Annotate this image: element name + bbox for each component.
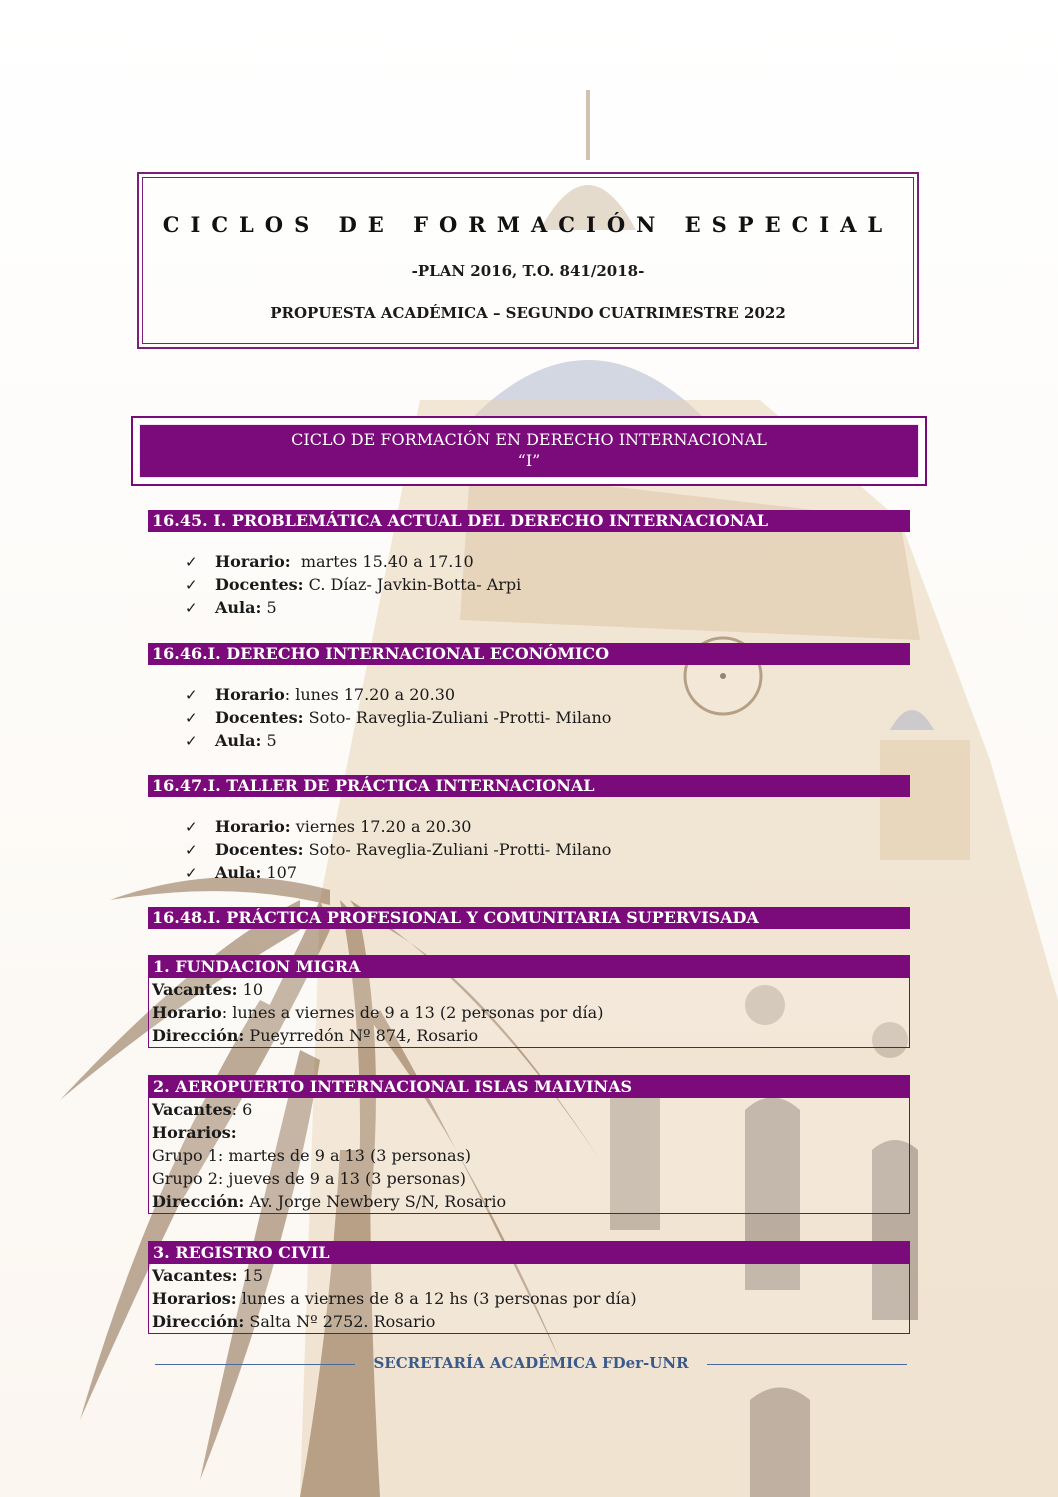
check-icon: ✓ <box>185 553 198 571</box>
check-icon: ✓ <box>185 841 198 859</box>
plan-subtitle: -PLAN 2016, T.O. 841/2018- <box>411 262 645 280</box>
place-title: 2. AEROPUERTO INTERNACIONAL ISLAS MALVINAS <box>149 1076 909 1098</box>
check-icon: ✓ <box>185 864 198 882</box>
list-item: ✓ Docentes: Soto- Raveglia-Zuliani -Protti- Milano <box>185 838 611 861</box>
list-item: ✓ Aula: 107 <box>185 861 611 884</box>
place-title: 1. FUNDACION MIGRA <box>149 956 909 978</box>
schedule: Horario: lunes a viernes de 9 a 13 (2 personas por día) <box>152 1003 604 1022</box>
list-item: ✓ Aula: 5 <box>185 729 611 752</box>
check-icon: ✓ <box>185 732 198 750</box>
check-icon: ✓ <box>185 599 198 617</box>
course-details <box>185 550 521 619</box>
cycle-code: “I” <box>517 451 541 470</box>
group-schedule: Grupo 1: martes de 9 a 13 (3 personas) <box>152 1146 472 1165</box>
check-icon: ✓ <box>185 818 198 836</box>
schedule-label: Horarios: <box>152 1123 237 1142</box>
place-title: 3. REGISTRO CIVIL <box>149 1242 909 1264</box>
list-item: ✓ Aula: 5 <box>185 596 521 619</box>
list-item: ✓ Docentes: Soto- Raveglia-Zuliani -Protti- Milano <box>185 706 611 729</box>
footer <box>155 1354 907 1374</box>
list-item: ✓ Horario: viernes 17.20 a 20.30 <box>185 815 611 838</box>
check-icon: ✓ <box>185 576 198 594</box>
header-box <box>137 172 919 349</box>
practice-place <box>148 1241 910 1334</box>
list-item: ✓ Horario: lunes 17.20 a 20.30 <box>185 683 611 706</box>
course-title: 16.45. I. PROBLEMÁTICA ACTUAL DEL DERECHO INTERNACIONAL <box>148 510 910 532</box>
group-schedule: Grupo 2: jueves de 9 a 13 (3 personas) <box>152 1169 467 1188</box>
practice-place <box>148 955 910 1048</box>
cycle-banner <box>131 416 927 486</box>
schedule: Horarios: lunes a viernes de 8 a 12 hs (3 personas por día) <box>152 1289 637 1308</box>
course-title: 16.47.I. TALLER DE PRÁCTICA INTERNACIONAL <box>148 775 910 797</box>
vacancies: Vacantes: 6 <box>152 1100 253 1119</box>
vacancies: Vacantes: 15 <box>152 1266 263 1285</box>
address: Dirección: Av. Jorge Newbery S/N, Rosario <box>152 1192 507 1211</box>
cycle-title: CICLO DE FORMACIÓN EN DERECHO INTERNACIONAL <box>291 430 767 449</box>
course-details <box>185 815 611 884</box>
course-details <box>185 683 611 752</box>
check-icon: ✓ <box>185 709 198 727</box>
proposal-subtitle: PROPUESTA ACADÉMICA – SEGUNDO CUATRIMESTRE 2022 <box>270 304 786 322</box>
list-item: ✓ Docentes: C. Díaz- Javkin-Botta- Arpi <box>185 573 521 596</box>
address: Dirección: Salta Nº 2752. Rosario <box>152 1312 436 1331</box>
footer-text: SECRETARÍA ACADÉMICA FDer-UNR <box>373 1354 689 1372</box>
list-item: ✓ Horario: martes 15.40 a 17.10 <box>185 550 521 573</box>
page-title: CICLOS DE FORMACIÓN ESPECIAL <box>162 212 894 237</box>
course-title: 16.48.I. PRÁCTICA PROFESIONAL Y COMUNITARIA SUPERVISADA <box>148 907 910 929</box>
check-icon: ✓ <box>185 686 198 704</box>
practice-place <box>148 1075 910 1214</box>
address: Dirección: Pueyrredón Nº 874, Rosario <box>152 1026 479 1045</box>
vacancies: Vacantes: 10 <box>152 980 263 999</box>
cycle-banner-inner <box>139 424 919 478</box>
course-title: 16.46.I. DERECHO INTERNACIONAL ECONÓMICO <box>148 643 910 665</box>
